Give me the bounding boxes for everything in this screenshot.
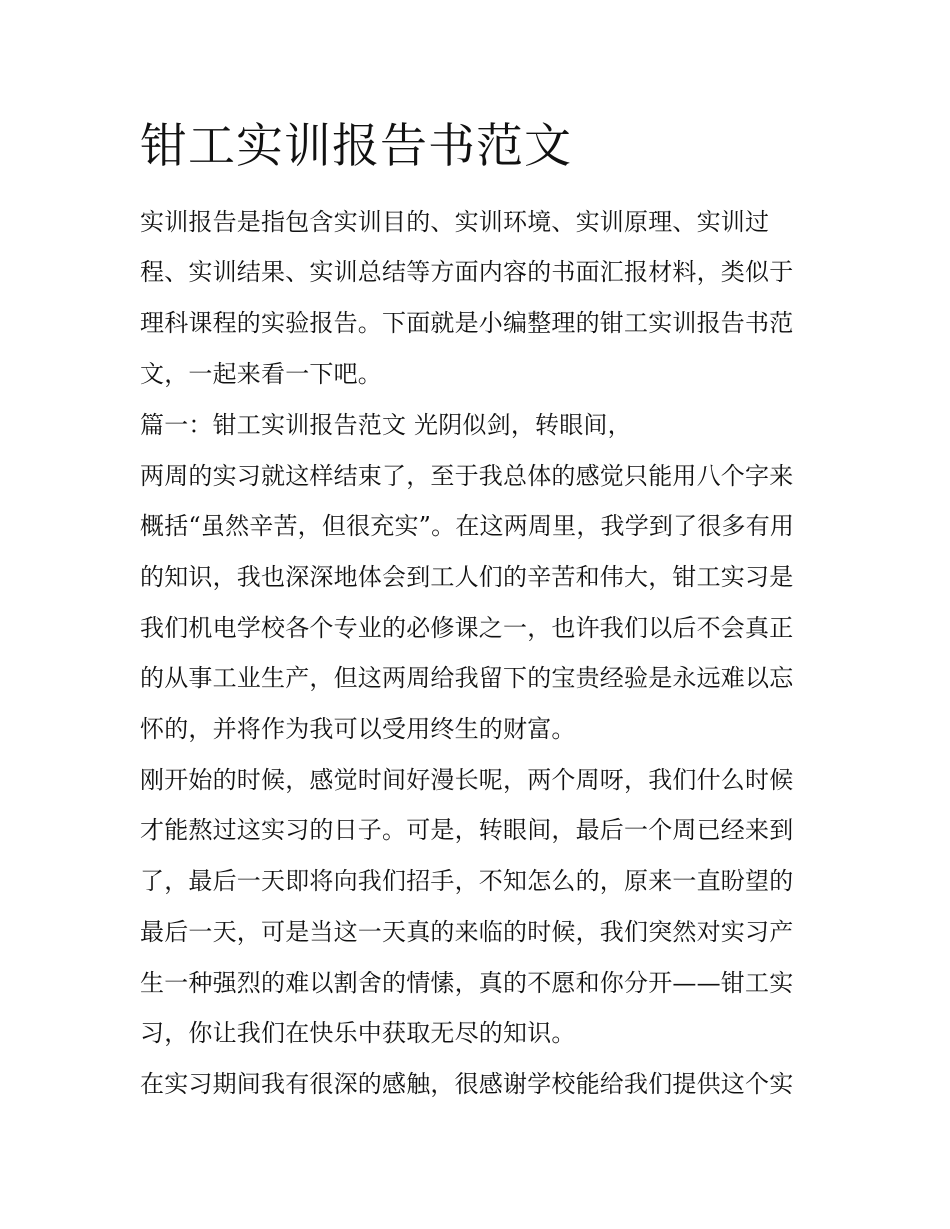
text-line: 实训报告是指包含实训目的、实训环境、实训原理、实训过 — [140, 208, 770, 236]
text-line: 的从事工业生产，但这两周给我留下的宝贵经验是永远难以忘 — [140, 664, 794, 692]
text-line: 两周的实习就这样结束了，至于我总体的感觉只能用八个字来 — [140, 462, 794, 490]
text-line: 的知识，我也深深地体会到工人们的辛苦和伟大，钳工实习是 — [140, 563, 794, 591]
text-line: 概括“虽然辛苦，但很充实”。在这两周里，我学到了很多有用 — [140, 512, 795, 540]
text-line: 文，一起来看一下吧。 — [140, 360, 382, 388]
page-title: 钳工实训报告书范文 — [140, 119, 572, 174]
text-line: 怀的，并将作为我可以受用终生的财富。 — [140, 715, 576, 743]
text-line: 了，最后一天即将向我们招手，不知怎么的，原来一直盼望的 — [140, 867, 794, 895]
text-line: 刚开始的时候，感觉时间好漫长呢，两个周呀，我们什么时候 — [140, 766, 794, 794]
text-line: 我们机电学校各个专业的必修课之一，也许我们以后不会真正 — [140, 614, 794, 642]
text-line: 在实习期间我有很深的感触，很感谢学校能给我们提供这个实 — [140, 1070, 794, 1098]
text-line: 生一种强烈的难以割舍的情愫，真的不愿和你分开——钳工实 — [140, 969, 794, 997]
text-line: 理科课程的实验报告。下面就是小编整理的钳工实训报告书范 — [140, 309, 794, 337]
text-line: 最后一天，可是当这一天真的来临的时候，我们突然对实习产 — [140, 918, 794, 946]
section-heading-line: 篇一：钳工实训报告范文 光阴似剑，转眼间， — [140, 411, 632, 439]
text-line: 程、实训结果、实训总结等方面内容的书面汇报材料，类似于 — [140, 258, 794, 286]
text-line: 才能熬过这实习的日子。可是，转眼间，最后一个周已经来到 — [140, 816, 794, 844]
text-line: 习，你让我们在快乐中获取无尽的知识。 — [140, 1019, 576, 1047]
